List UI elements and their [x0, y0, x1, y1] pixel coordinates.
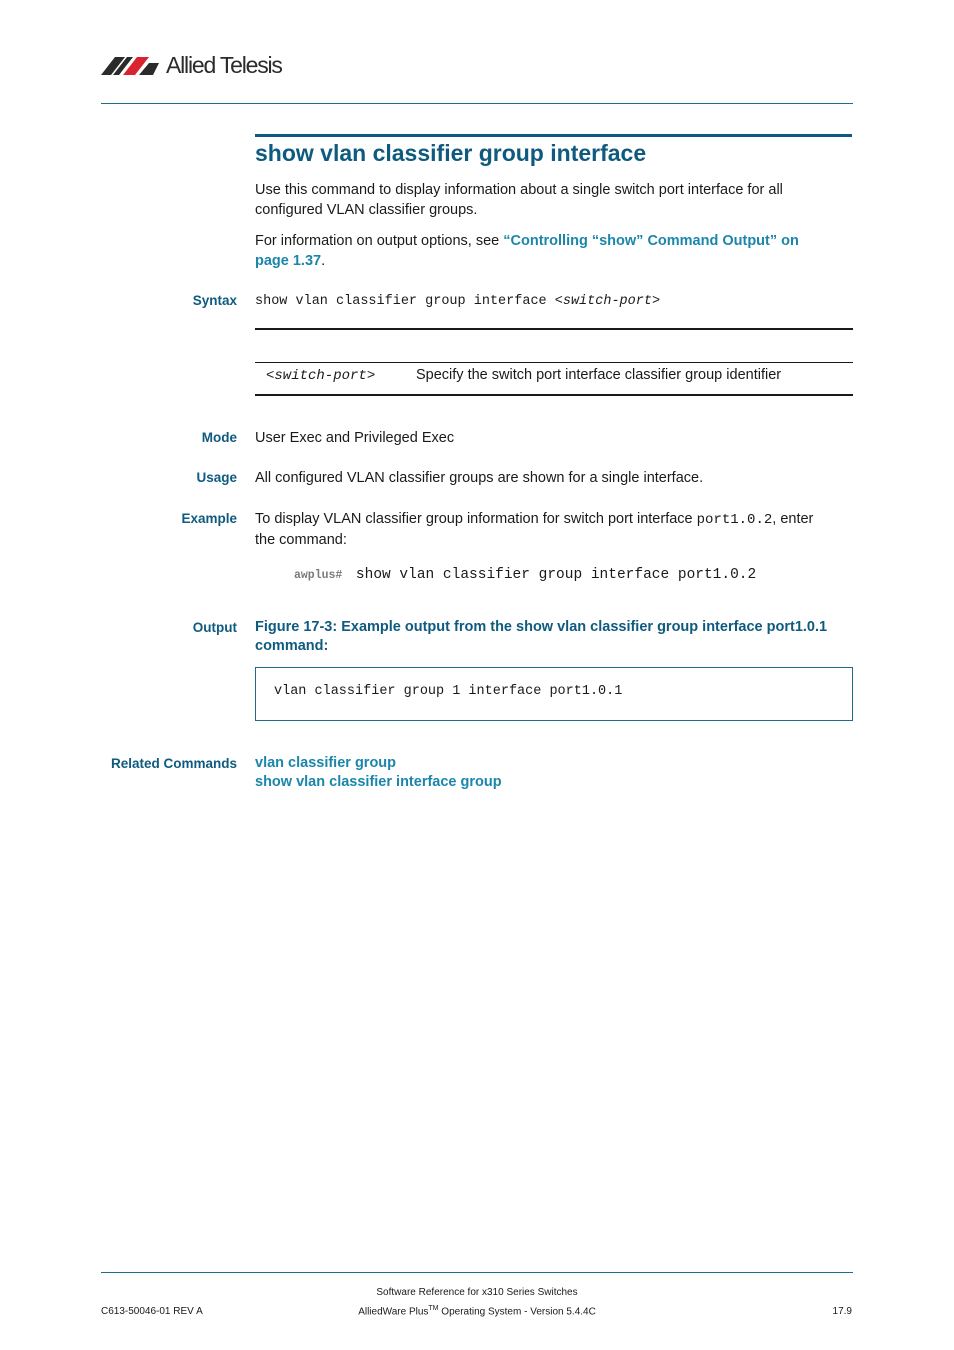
- usage-text: All configured VLAN classifier groups are shown for a single interface.: [255, 470, 704, 486]
- param-name: <switch-port>: [266, 368, 376, 384]
- example-command-line: [294, 565, 756, 583]
- figure-caption-line2: command:: [255, 638, 329, 654]
- output-label: Output: [192, 620, 237, 635]
- related-commands-list: [255, 754, 502, 792]
- usage-label: Usage: [196, 470, 237, 485]
- cli-prompt: awplus#: [294, 569, 343, 582]
- output-code-box: [255, 667, 853, 721]
- header-divider: [101, 103, 853, 104]
- link-line2: page 1.37: [255, 253, 322, 269]
- info-paragraph: [255, 231, 845, 271]
- syntax-param: <switch-port>: [554, 294, 661, 309]
- page-title: show vlan classifier group interface: [255, 140, 647, 166]
- link-line1: “Controlling “show” Command Output” on: [503, 233, 799, 249]
- param-description: Specify the switch port interface classifier group identifier: [416, 367, 782, 383]
- param-table-bottom-rule: [255, 394, 853, 396]
- footer-tm: TM: [428, 1305, 439, 1312]
- footer-os-name: AlliedWare Plus: [358, 1306, 429, 1318]
- footer-divider: [101, 1272, 853, 1273]
- brand-logo: [101, 52, 282, 78]
- info-prefix: For information on output options, see: [255, 233, 504, 249]
- allied-telesis-logo-icon: [101, 54, 163, 76]
- output-code: vlan classifier group 1 interface port1.0.1: [274, 684, 623, 699]
- mode-label: Mode: [201, 430, 237, 445]
- info-suffix: .: [321, 253, 326, 269]
- param-table-top-rule: [255, 362, 853, 363]
- example-text-line2: the command:: [255, 532, 347, 548]
- footer-title: Software Reference for x310 Series Switches: [376, 1287, 578, 1298]
- related-command-link[interactable]: show vlan classifier interface group: [255, 774, 502, 790]
- logo-text: Allied Telesis: [166, 52, 282, 78]
- footer-page-number: 17.9: [832, 1306, 852, 1317]
- figure-caption-line1: Figure 17-3: Example output from the show vlan classifier group interface port1.0.1: [255, 619, 828, 635]
- example-inline-code: port1.0.2: [696, 512, 773, 528]
- related-commands-label: Related Commands: [110, 756, 237, 771]
- figure-caption: [255, 618, 855, 656]
- mode-text: User Exec and Privileged Exec: [255, 430, 455, 446]
- example-text-after: , enter: [772, 511, 814, 527]
- intro-paragraph: Use this command to display information about a single switch port interface for all configured VLAN classifier groups.: [255, 182, 783, 218]
- example-label: Example: [181, 511, 237, 526]
- example-command: show vlan classifier group interface port1.0.2: [355, 567, 757, 583]
- footer-os-version-text: Operating System - Version 5.4.4C: [438, 1306, 596, 1318]
- syntax-command: [255, 294, 660, 309]
- related-command-link[interactable]: vlan classifier group: [255, 755, 397, 771]
- footer-doc-id: C613-50046-01 REV A: [101, 1306, 203, 1317]
- title-rule: [255, 134, 852, 137]
- example-text-before: To display VLAN classifier group information for switch port interface: [255, 511, 697, 527]
- example-text: [255, 509, 853, 550]
- syntax-command-text: show vlan classifier group interface: [255, 294, 555, 309]
- syntax-label: Syntax: [192, 293, 237, 308]
- syntax-rule: [255, 328, 853, 330]
